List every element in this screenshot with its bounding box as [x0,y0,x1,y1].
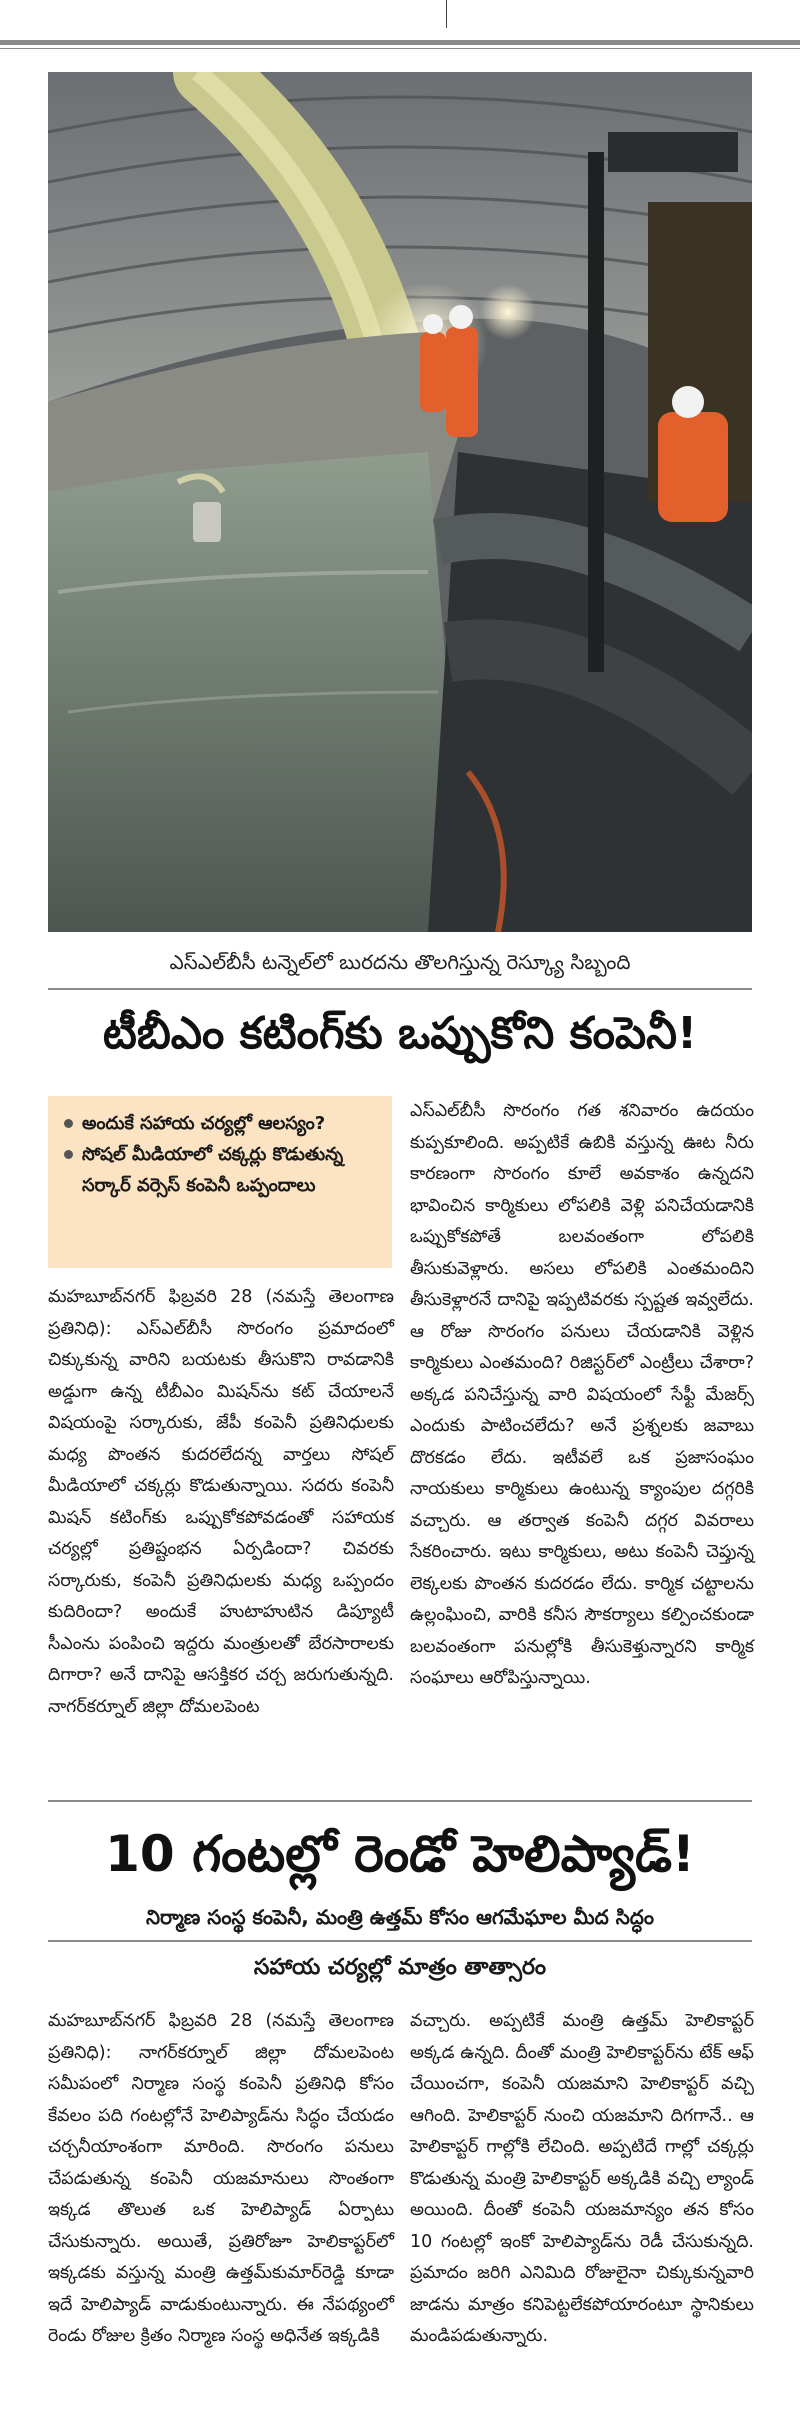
story1-headline: టీబీఎం కటింగ్‌కు ఒప్పుకోని కంపెనీ! [102,1008,698,1059]
story2-column-2 [410,2006,754,2353]
tunnel-photo [48,72,752,932]
masthead-rule [0,40,800,45]
photo-caption: ఎస్ఎల్‌బీసీ టన్నెల్‌లో బురదను తొలగిస్తున్న రెస్క్యూ సిబ్బంది [169,950,631,974]
story-divider-rule [48,1800,752,1802]
story1-highlight-1: అందుకే సహాయ చర్యల్లో ఆలస్యం? [62,1108,378,1139]
caption-rule [48,988,752,990]
story2-col2-text: వచ్చారు. అప్పటికే మంత్రి ఉత్తమ్ హెలికాప్టర్ అక్కడ ఉన్నది. దీంతో మంత్రి హెలికాప్టర్‌ను టేక్ ఆఫ్ చేయించగా, కంపెనీ యజమాని హెలికాప్టర్ వచ్చి ఆగింది. హెలికాప్టర్ నుంచి యజమాని దిగగానే.. ఆ హెలికాప్టర్ గాల్లోకి లేచింది. అప్పటిదే గాల్లో చక్కర్లు కొడుతున్న మంత్రి హెలికాప్టర్ అక్కడికి వచ్చి ల్యాండ్ అయింది. దీంతో కంపెనీ యజమాన్యం తన కోసం 10 గంటల్లో ఇంకో హెలిప్యాడ్‌ను రెడీ చేసుకున్నది. ప్రమాదం జరిగి ఎనిమిది రోజులైనా చిక్కుకున్నవారి జాడను మాత్రం కనిపెట్టలేకపోయారంటూ స్థానికులు మండిపడుతున్నారు. [410,2011,754,2346]
story1-column-2 [410,1096,754,1695]
story1-col1-text: మహబూబ్‌నగర్ ఫిబ్రవరి 28 (నమస్తే తెలంగాణ ప్రతినిధి): ఎస్ఎల్‌బీసీ సొరంగం ప్రమాదంలో చిక్కుకున్న వారిని బయటకు తీసుకొని రావడానికి అడ్డుగా ఉన్న టీబీఎం మిషన్‌ను కట్ చేయాలనే విషయంపై సర్కారుకు, జేపీ కంపెనీ ప్రతినిధులకు మధ్య పొంతన కుదరలేదన్న వార్తలు సోషల్ మీడియాలో చక్కర్లు కొడుతున్నాయి. సదరు కంపెనీ మిషన్ కటింగ్‌కు ఒప్పుకోకపోవడంతో సహాయక చర్యల్లో ప్రతిష్టంభన ఏర్పడిందా? చివరకు సర్కారుకు, కంపెనీ ప్రతినిధులకు మధ్య ఒప్పందం కుదిరిందా? అందుకే హుటాహుటిన డిప్యూటీ సీఎంను పంపించి ఇద్దరు మంత్రులతో బేరసారాలకు దిగారా? అనే దానిపై ఆసక్తికర చర్చ జరుగుతున్నది. నాగర్‌కర్నూల్ జిల్లా దోమలపెంట [48,1287,394,1717]
story1-highlight-2: సోషల్ మీడియాలో చక్కర్లు కొడుతున్న సర్కార్ వర్సెస్ కంపెనీ ఒప్పందాలు [62,1139,378,1201]
story1-column-1 [48,1282,394,1723]
masthead-rule-thin [0,48,800,49]
story2-col1-text: మహబూబ్‌నగర్ ఫిబ్రవరి 28 (నమస్తే తెలంగాణ ప్రతినిధి): నాగర్‌కర్నూల్ జిల్లా దోమలపెంట సమీపంలో నిర్మాణ సంస్థ కంపెనీ ప్రతినిధి కోసం కేవలం పది గంటల్లోనే హెలిప్యాడ్‌ను సిద్ధం చేయడం చర్చనీయాంశంగా మారింది. సొరంగం పనులు చేపడుతున్న కంపెనీ యజమానులు సొంతంగా ఇక్కడ తొలుత ఒక హెలిప్యాడ్ ఏర్పాటు చేసుకున్నారు. అయితే, ప్రతిరోజూ హెలికాప్టర్‌లో ఇక్కడకు వస్తున్న మంత్రి ఉత్తమ్‌కుమార్‌రెడ్డి కూడా ఇదే హెలిప్యాడ్ వాడుకుంటున్నారు. ఈ నేపథ్యంలో రెండు రోజుల క్రితం నిర్మాణ సంస్థ అధినేత ఇక్కడికి [48,2011,394,2346]
story2-column-1 [48,2006,394,2353]
subheading-rule [48,1940,752,1942]
masthead-ghost [470,0,478,14]
story2-subheading-2: సహాయ చర్యల్లో మాత్రం తాత్సారం [253,1955,547,1980]
story1-highlights-box [48,1096,392,1268]
story2-subheading-1: నిర్మాణ సంస్థ కంపెనీ, మంత్రి ఉత్తమ్ కోసం ఆగమేఘాల మీద సిద్ధం [145,1905,655,1929]
masthead-mark [446,0,447,28]
story1-col2-text: ఎస్ఎల్‌బీసీ సొరంగం గత శనివారం ఉదయం కుప్పకూలింది. అప్పటికే ఉబికి వస్తున్న ఊట నీరు కారణంగా సొరంగం కూలే అవకాశం ఉన్నదని భావించిన కార్మికులు లోపలికి వెళ్లి పనిచేయడానికి ఒప్పుకోకపోతే బలవంతంగా లోపలికి తీసుకువెళ్లారు. అసలు లోపలికి ఎంతమందిని తీసుకెళ్లారనే దానిపై ఇప్పటివరకు స్పష్టత ఇవ్వలేదు. ఆ రోజు సొరంగం పనులు చేయడానికి వెళ్లిన కార్మికులు ఎంతమంది? రిజిస్టర్‌లో ఎంట్రీలు చేశారా? అక్కడ పనిచేస్తున్న వారి విషయంలో సేఫ్టీ మేజర్స్ ఎందుకు పాటించలేదు? అనే ప్రశ్నలకు జవాబు దొరకడం లేదు. ఇటీవలే ఒక ప్రజాసంఘం నాయకులు కార్మికులు ఉంటున్న క్యాంపుల దగ్గరికి వచ్చారు. ఆ తర్వాత కంపెనీ దగ్గర వివరాలు సేకరించారు. ఇటు కార్మికులు, అటు కంపెనీ చెప్తున్న లెక్కలకు పొంతన కుదరడం లేదు. కార్మిక చట్టాలను ఉల్లంఘించి, వారికి కనీస సౌకర్యాలు కల్పించకుండా బలవంతంగా పనుల్లోకి తీసుకెళ్తున్నారని కార్మిక సంఘాలు ఆరోపిస్తున్నాయి. [410,1101,754,1688]
story2-headline: 10 గంటల్లో రెండో హెలిప్యాడ్! [105,1825,695,1883]
